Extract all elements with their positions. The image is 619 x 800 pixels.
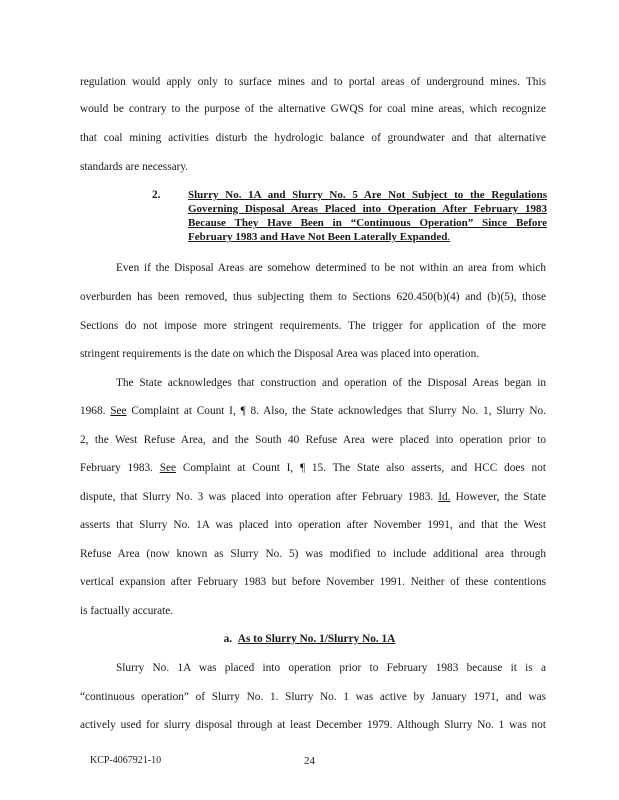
body-line: stringent requirements is the date on which the Disposal Area was placed into operation. <box>80 348 480 360</box>
section-heading-punct: . <box>447 231 451 243</box>
body-line: overburden has been removed, thus subjecting them to Sections 620.450(b)(4) and (b)(5), those <box>80 291 546 303</box>
body-line: Slurry No. 1A was placed into operation prior to February 1983 because it is a <box>116 662 546 674</box>
body-line: actively used for slurry disposal through at least December 1979. Although Slurry No. 1 was not <box>80 719 546 731</box>
text-run: dispute, that Slurry No. 3 was placed into operation after February 1983. <box>80 491 439 503</box>
section-number: 2. <box>152 189 161 201</box>
body-line: asserts that Slurry No. 1A was placed into operation after November 1991, and that the West <box>80 519 546 531</box>
body-line: would be contrary to the purpose of the alternative GWQS for coal mine areas, which recognize <box>80 103 546 115</box>
body-line: Refuse Area (now known as Slurry No. 5) was modified to include additional area through <box>80 548 546 560</box>
body-line <box>80 404 546 418</box>
section-heading-line: Slurry No. 1A and Slurry No. 5 Are Not Subject to the Regulations <box>188 189 547 201</box>
body-line: Sections do not impose more stringent requirements. The trigger for application of the more <box>80 320 546 332</box>
section-heading-line: Because They Have Been in “Continuous Operation” Since Before <box>188 217 547 229</box>
body-line: Even if the Disposal Areas are somehow determined to be not within an area from which <box>116 262 546 274</box>
body-line: regulation would apply only to surface mines and to portal areas of underground mines. This <box>80 76 546 88</box>
section-heading-line: Governing Disposal Areas Placed into Operation After February 1983 <box>188 203 547 215</box>
text-run: Complaint at Count I, ¶ 8. Also, the State acknowledges that Slurry No. 1, Slurry No. <box>126 405 546 417</box>
citation-signal: See <box>159 462 177 474</box>
body-line: 2, the West Refuse Area, and the South 40 Refuse Area were placed into operation prior to <box>80 434 546 446</box>
body-line <box>80 461 546 475</box>
page-number: 24 <box>304 755 315 767</box>
text-run: 1968. <box>80 405 111 417</box>
body-line: vertical expansion after February 1983 but before November 1991. Neither of these contentions <box>80 576 546 588</box>
text-run: Complaint at Count I, ¶ 15. The State also asserts, and HCC does not <box>176 462 546 474</box>
body-line <box>80 490 546 504</box>
subheading-title: As to Slurry No. 1/Slurry No. 1A <box>237 633 396 645</box>
subheading-letter: a. <box>223 633 233 645</box>
body-line: that coal mining activities disturb the hydrologic balance of groundwater and that alternative <box>80 132 546 144</box>
body-line: The State acknowledges that construction and operation of the Disposal Areas began in <box>116 377 546 389</box>
text-run: However, the State <box>450 491 546 503</box>
section-heading <box>188 188 547 244</box>
document-id: KCP-4067921-10 <box>90 755 162 766</box>
body-line: “continuous operation” of Slurry No. 1. Slurry No. 1 was active by January 1971, and was <box>80 691 546 703</box>
subheading <box>0 632 619 646</box>
body-line: is factually accurate. <box>80 605 174 617</box>
text-run: February 1983. <box>80 462 160 474</box>
body-line: standards are necessary. <box>80 161 189 173</box>
section-heading-line-last <box>188 230 547 244</box>
citation-signal: See <box>110 405 127 417</box>
citation-signal: Id. <box>438 491 451 503</box>
section-heading-text: February 1983 and Have Not Been Laterally Expanded <box>188 231 448 243</box>
